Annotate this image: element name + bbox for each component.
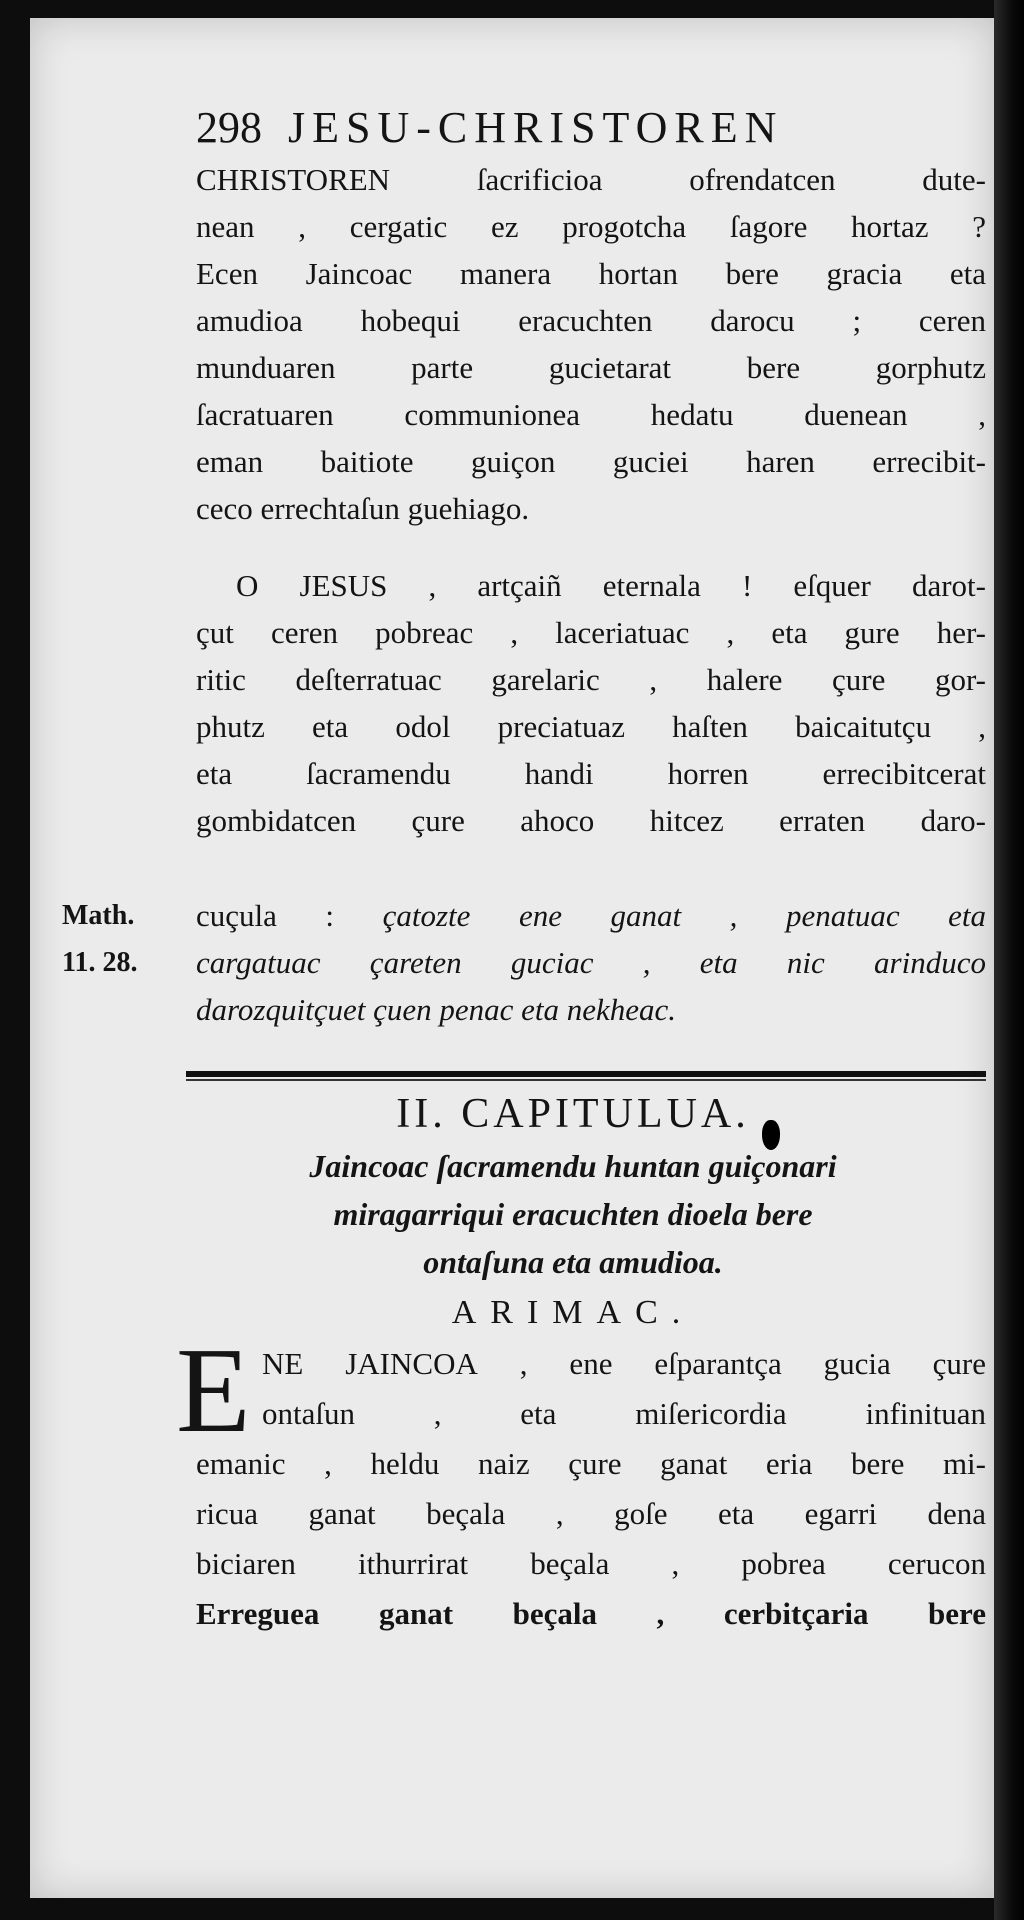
text-line-italic: darozquitçuet çuen penac eta nekheac. [196, 992, 677, 1027]
text-italic: çatozte ene ganat , penatuac eta [382, 898, 986, 933]
text-line: ceco errechtaſun guehiago. [196, 491, 530, 526]
text-line: gombidatcen çure ahoco hitcez erraten daro- [196, 803, 986, 838]
margin-note-ref: 11. 28. [62, 947, 138, 978]
text-line: nean , cergatic ez progotcha ſagore hortaz ? [196, 209, 986, 244]
drop-capital: E [176, 1323, 251, 1458]
text-line: ritic deſterratuac garelaric , halere çure gor- [196, 662, 986, 697]
chapter-subtitle-line: Jaincoac ſacramendu huntan guiçonari [309, 1148, 837, 1184]
text-line: eman baitiote guiçon guciei haren errecibit- [196, 444, 986, 479]
text-line: emanic , heldu naiz çure ganat eria bere mi- [196, 1446, 986, 1481]
section-rule-thin [186, 1079, 986, 1081]
text-plain: , ene eſparantça gucia çure [477, 1346, 987, 1381]
running-head [196, 102, 976, 154]
text-line: eta ſacramendu handi horren errecibitcerat [196, 756, 986, 791]
text-line: ontaſun , eta miſericordia infinituan [262, 1396, 986, 1431]
text-line [196, 896, 986, 936]
text-line: ſacratuaren communionea hedatu duenean , [196, 397, 986, 432]
text-line [262, 1344, 986, 1384]
text-smallcaps: NE JAINCOA [262, 1346, 478, 1381]
margin-note-ref: Math. [62, 900, 135, 931]
chapter-title: II. CAPITULUA. [396, 1091, 750, 1137]
text-line: ricua ganat beçala , goſe eta egarri dena [196, 1496, 986, 1531]
running-title: JESU-CHRISTOREN [288, 103, 784, 152]
book-spine [994, 0, 1024, 1920]
text-line: Ecen Jaincoac manera hortan bere gracia eta [196, 256, 986, 291]
text-line: amudioa hobequi eracuchten darocu ; ceren [196, 303, 986, 338]
chapter-subtitle-line: miragarriqui eracuchten dioela bere [333, 1196, 813, 1232]
text-line: phutz eta odol preciatuaz haſten baicaitutçu , [196, 709, 986, 744]
section-rule [186, 1071, 986, 1077]
text-line: Erreguea ganat beçala , cerbitçaria bere [196, 1596, 986, 1631]
text-plain: cuçula : [196, 898, 383, 933]
page-number: 298 [196, 103, 262, 152]
text-line: munduaren parte gucietarat bere gorphutz [196, 350, 986, 385]
text-line: çut ceren pobreac , laceriatuac , eta gure her- [196, 615, 986, 650]
text-line: O JESUS , artçaiñ eternala ! eſquer darot- [236, 568, 986, 603]
text-line: CHRISTOREN ſacrificioa ofrendatcen dute- [196, 162, 986, 197]
chapter-subtitle-line: ontaſuna eta amudioa. [423, 1244, 723, 1280]
section-heading: ARIMAC. [451, 1294, 695, 1331]
text-line: biciaren ithurrirat beçala , pobrea cerucon [196, 1546, 986, 1581]
text-line-italic: cargatuac çareten guciac , eta nic arinduco [196, 945, 986, 980]
